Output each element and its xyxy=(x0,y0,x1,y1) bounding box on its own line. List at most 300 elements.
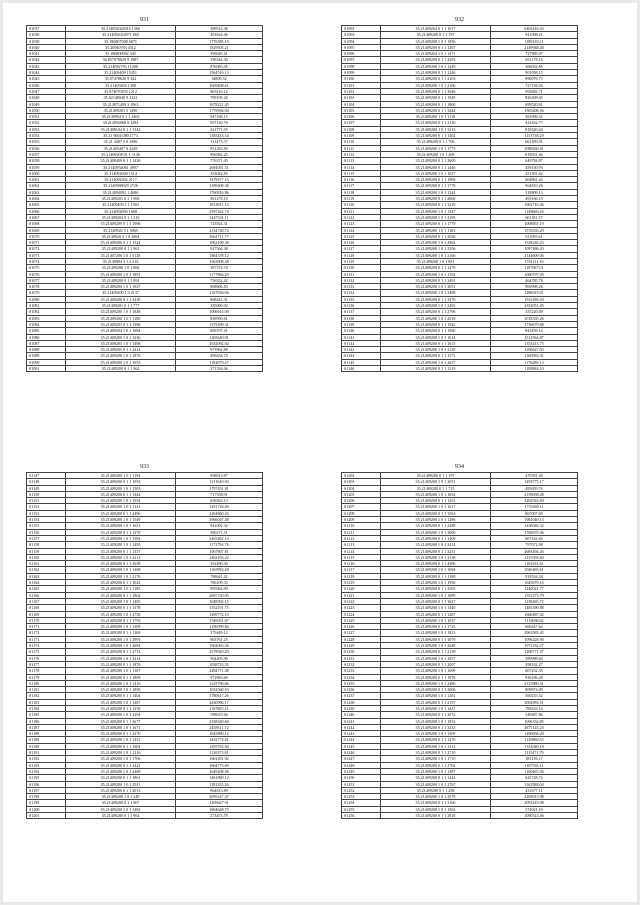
row-id-cell: S1123 xyxy=(342,221,381,227)
table-panel-933 xyxy=(26,462,263,819)
row-id-cell: S1139 xyxy=(342,321,381,327)
row-id-cell: S1255 xyxy=(342,806,381,812)
row-id-cell: S1192 xyxy=(27,756,66,762)
coordinate-cell: 35.21409200 0 1 1 2702 xyxy=(381,762,491,768)
row-id-cell: S1190 xyxy=(27,743,66,749)
row-id-cell: S1095 xyxy=(342,44,381,50)
row-id-cell: S1045 xyxy=(27,76,66,82)
value-cell: 2694051.51 xyxy=(176,164,263,170)
value-cell: 1162588.04 xyxy=(491,781,578,787)
value-cell: 963761.25 xyxy=(176,636,263,642)
coordinate-cell: 35.21409200 1 0 1 1281 xyxy=(381,693,491,699)
value-cell: 1461869.12 xyxy=(176,775,263,781)
coordinate-cell: 35.21409200 1 0 1 1416 xyxy=(66,680,176,686)
value-cell: 666447.64 xyxy=(491,624,578,630)
value-cell: 298162.27 xyxy=(491,661,578,667)
row-id-cell: S1195 xyxy=(27,775,66,781)
coordinate-cell: 35.21409200 1 0 1 3051 xyxy=(381,284,491,290)
coordinate-cell: 35.21409205 1 0 1 1498 xyxy=(66,340,176,346)
row-id-cell: S1130 xyxy=(342,265,381,271)
coordinate-cell: 35.21409200 0 1 1 1168 xyxy=(66,630,176,636)
value-cell: 868443.31 xyxy=(176,296,263,302)
value-cell: 1490656.20 xyxy=(491,731,578,737)
coordinate-cell: 35.21409200 0 1 1 1779 xyxy=(381,221,491,227)
row-id-cell: S1090 xyxy=(27,359,66,365)
row-id-cell: S1097 xyxy=(342,57,381,63)
coordinate-cell: 35.2140968929 2726 xyxy=(66,183,176,189)
coordinate-cell: 35.21409200 0 1 1 2072 xyxy=(381,712,491,718)
row-id-cell: S1043 xyxy=(27,63,66,69)
value-cell: 1097486.45 xyxy=(491,246,578,252)
row-id-cell: S1085 xyxy=(27,328,66,334)
row-id-cell: S1075 xyxy=(27,265,66,271)
row-id-cell: S1244 xyxy=(342,737,381,743)
coordinate-cell: 35.21409200 0 1 1 3677 xyxy=(66,718,176,724)
row-id-cell: S1083 xyxy=(27,315,66,321)
value-cell: 1038723.55 xyxy=(176,661,263,667)
row-id-cell: S1191 xyxy=(27,750,66,756)
row-id-cell: S1112 xyxy=(342,151,381,157)
value-cell: 2632092.02 xyxy=(176,340,263,346)
value-cell: 1018335.26 xyxy=(491,315,578,321)
coordinate-cell: 35.21409200 0 1 1 962 xyxy=(66,366,176,372)
value-cell: 1360963.31 xyxy=(491,353,578,359)
value-cell: 1048392.15 xyxy=(176,598,263,604)
row-id-cell: S1114 xyxy=(342,164,381,170)
coordinate-cell: 35.21409200 0 1 1 3444 xyxy=(381,107,491,113)
coordinate-cell: 35.21409205 0 1 1 2414 xyxy=(66,347,176,353)
row-id-cell: S1145 xyxy=(342,359,381,365)
value-cell: 1972182.27 xyxy=(491,643,578,649)
coordinate-cell: 35.21409200 0 1 1 2006 xyxy=(381,687,491,693)
row-id-cell: S1117 xyxy=(342,183,381,189)
row-id-cell: S1153 xyxy=(27,510,66,516)
coordinate-cell: 35.20940783 4512 xyxy=(66,44,176,50)
row-id-cell: S1124 xyxy=(342,227,381,233)
value-cell: 251391.62 xyxy=(491,170,578,176)
row-id-cell: S1055 xyxy=(27,139,66,145)
coordinate-cell: 35.21409200 1 0 1 1509 xyxy=(381,731,491,737)
document-page xyxy=(3,3,637,902)
value-cell: 607162.65 xyxy=(491,535,578,541)
table-row xyxy=(27,366,263,372)
row-id-cell: S1177 xyxy=(27,661,66,667)
data-table xyxy=(26,25,263,372)
row-id-cell: S1107 xyxy=(342,120,381,126)
row-id-cell: S1193 xyxy=(27,762,66,768)
value-cell: 1669408.61 xyxy=(176,82,263,88)
coordinate-cell: 35.21409200 1 0 1 1582 xyxy=(66,535,176,541)
coordinate-cell: 35.21409200 0 1 1 2918 xyxy=(381,813,491,819)
value-cell: 1645670.16 xyxy=(491,580,578,586)
coordinate-cell: 35.21409200 1 0 1 2758 xyxy=(66,611,176,617)
row-id-cell: S1115 xyxy=(342,170,381,176)
value-cell: 273473.79 xyxy=(176,813,263,819)
value-cell: 1546051.67 xyxy=(176,617,263,623)
coordinate-cell: 35.21409200 1 0 1 3113 xyxy=(381,126,491,132)
value-cell: 918534.34 xyxy=(491,573,578,579)
value-cell: 2458311.72 xyxy=(176,724,263,730)
value-cell: 819031.66 xyxy=(491,151,578,157)
coordinate-cell: 35.21409200 1 0 1 1956 xyxy=(381,38,491,44)
value-cell: 459150.93 xyxy=(491,164,578,170)
value-cell: 876083.05 xyxy=(176,63,263,69)
value-cell: 1060797.05 xyxy=(491,271,578,277)
value-cell: 2264860.43 xyxy=(176,510,263,516)
row-id-cell: S1082 xyxy=(27,309,66,315)
coordinate-cell: 35.21409200 1 0 1 1468 xyxy=(66,567,176,573)
row-id-cell: S1216 xyxy=(342,561,381,567)
row-id-cell: S1094 xyxy=(342,38,381,44)
row-id-cell: S1118 xyxy=(342,189,381,195)
row-id-cell: S1166 xyxy=(27,592,66,598)
value-cell: 1238465.72 xyxy=(491,598,578,604)
coordinate-cell: 35.21409200 0 1 1 1402 xyxy=(381,133,491,139)
row-id-cell: S1158 xyxy=(27,542,66,548)
value-cell: 1353413.75 xyxy=(491,340,578,346)
coordinate-cell: 35.21409200 0 1 1 1053 xyxy=(66,479,176,485)
row-id-cell: S1074 xyxy=(27,258,66,264)
coordinate-cell: 35.21409200 0 1 1 1725 xyxy=(381,624,491,630)
value-cell: 1181355.26 xyxy=(176,781,263,787)
row-id-cell: S1138 xyxy=(342,315,381,321)
row-id-cell: S1135 xyxy=(342,296,381,302)
coordinate-cell: 35.21409200 1 0 1 1891 xyxy=(66,271,176,277)
row-id-cell: S1047 xyxy=(27,88,66,94)
value-cell: 1902716.46 xyxy=(491,202,578,208)
row-id-cell: S1059 xyxy=(27,164,66,170)
coordinate-cell: 34.857678029 9 1987 xyxy=(66,57,176,63)
coordinate-cell: 35.21409200 0 1 1 1809 xyxy=(66,674,176,680)
value-cell: 996976.75 xyxy=(491,76,578,82)
coordinate-cell: 35.21409200 0 1 1 1976 xyxy=(381,674,491,680)
value-cell: 1797451.81 xyxy=(176,485,263,491)
coordinate-cell: 35.21409200 0 1 1 258 xyxy=(381,787,491,793)
coordinate-cell: 35.21409200 0 1 1 2288 xyxy=(381,523,491,529)
value-cell: 809197.41 xyxy=(176,328,263,334)
coordinate-cell: 35.21409200 1 0 1 1614 xyxy=(381,334,491,340)
table-panel-934 xyxy=(341,462,578,819)
value-cell: 6403410.43 xyxy=(491,26,578,32)
row-id-cell: S1240 xyxy=(342,712,381,718)
row-id-cell: S1221 xyxy=(342,592,381,598)
coordinate-cell: 35.21 9604 089 1773 xyxy=(66,133,176,139)
value-cell: 1493775.17 xyxy=(491,479,578,485)
row-id-cell: S1102 xyxy=(342,88,381,94)
row-id-cell: S1046 xyxy=(27,82,66,88)
value-cell: 1736679.88 xyxy=(491,321,578,327)
row-id-cell: S1081 xyxy=(27,303,66,309)
row-id-cell: S1228 xyxy=(342,636,381,642)
coordinate-cell: 35.21409200 0 1 1 706 xyxy=(381,139,491,145)
row-id-cell: S1217 xyxy=(342,567,381,573)
row-id-cell: S1168 xyxy=(27,605,66,611)
row-id-cell: S1218 xyxy=(342,573,381,579)
row-id-cell: S1236 xyxy=(342,687,381,693)
row-id-cell: S1103 xyxy=(342,95,381,101)
row-id-cell: S1067 xyxy=(27,214,66,220)
value-cell: 2149948.48 xyxy=(491,44,578,50)
value-cell: 727194.04 xyxy=(491,82,578,88)
row-id-cell: S1200 xyxy=(27,806,66,812)
coordinate-cell: 35.21409206 1 0 1 866 xyxy=(66,265,176,271)
table-panel-931 xyxy=(26,15,263,372)
coordinate-cell: 35.21409200 0 1 1 1802 xyxy=(66,592,176,598)
data-table xyxy=(341,472,578,819)
coordinate-cell: 35.21409200 1 0 1 2657 xyxy=(381,359,491,365)
value-cell: 196344.30 xyxy=(176,57,263,63)
value-cell: 964810.26 xyxy=(491,183,578,189)
coordinate-cell: 35.21409204 1308 xyxy=(66,82,176,88)
coordinate-cell: 35.21409200 0 1 1 3231 xyxy=(381,548,491,554)
coordinate-cell: 35.21409200 1 0 1 1440 xyxy=(381,605,491,611)
row-id-cell: S1196 xyxy=(27,781,66,787)
row-id-cell: S1152 xyxy=(27,504,66,510)
value-cell: 2004983.51 xyxy=(491,699,578,705)
coordinate-cell: 35.21409200 0 1 1 2013 xyxy=(66,787,176,793)
value-cell: 491624.46 xyxy=(176,32,263,38)
panel-title: 931 xyxy=(140,17,149,23)
coordinate-cell: 35.21409200 0 1 1 1404 xyxy=(66,693,176,699)
value-cell: 843459.14 xyxy=(491,328,578,334)
value-cell: 1115696.62 xyxy=(491,617,578,623)
coordinate-cell: 35.21409200 1 0 1 3498 xyxy=(381,290,491,296)
coordinate-cell: 35.21409200 0 1 1 1444 xyxy=(66,491,176,497)
coordinate-cell: 35.21409200 0 1 1 1793 xyxy=(66,617,176,623)
coordinate-cell: 35.21409200 1 0 1 1857 xyxy=(381,655,491,661)
coordinate-cell: 35.874070293 1212 xyxy=(66,88,176,94)
value-cell: 1864648.75 xyxy=(176,806,263,812)
coordinate-cell: 35.21409200 1 0 1 1053 xyxy=(66,359,176,365)
coordinate-cell: 35.21409200 0 1 1 3233 xyxy=(381,724,491,730)
row-id-cell: S1137 xyxy=(342,309,381,315)
value-cell: 1563908.58 xyxy=(176,258,263,264)
row-id-cell: S1076 xyxy=(27,271,66,277)
coordinate-cell: 35.21409200 0 1 1 907 xyxy=(66,800,176,806)
value-cell: 1108984.10 xyxy=(491,366,578,372)
row-id-cell: S1201 xyxy=(27,813,66,819)
value-cell: 1096228.90 xyxy=(491,636,578,642)
row-id-cell: S1125 xyxy=(342,233,381,239)
coordinate-cell: 35.21409200 1 0 2137 xyxy=(66,290,176,296)
coordinate-cell: 35.2140904 0 1 1 1463 xyxy=(66,114,176,120)
coordinate-cell: 35.21409201 5 1490 xyxy=(66,107,176,113)
row-id-cell: S1230 xyxy=(342,649,381,655)
coordinate-cell: 35.214071409 3 1063 xyxy=(66,101,176,107)
value-cell: 1565406.56 xyxy=(491,107,578,113)
coordinate-cell: 35.21408409 0 1 1 1436 xyxy=(66,158,176,164)
row-id-cell: S1120 xyxy=(342,202,381,208)
value-cell: 1088460.81 xyxy=(491,145,578,151)
coordinate-cell: 35.214094092 1 4686 xyxy=(66,189,176,195)
value-cell: 2352051.45 xyxy=(491,303,578,309)
coordinate-cell: 35.21409200 1 0 1 1123 xyxy=(66,504,176,510)
row-id-cell: S1079 xyxy=(27,290,66,296)
panel-title: 932 xyxy=(455,17,464,23)
row-id-cell: S1126 xyxy=(342,240,381,246)
value-cell: 809974.09 xyxy=(491,687,578,693)
row-id-cell: S1051 xyxy=(27,114,66,120)
coordinate-cell: 35.21409200 1 0 1 1309 xyxy=(66,624,176,630)
value-cell: 1296999.66 xyxy=(176,624,263,630)
value-cell: 2159058.48 xyxy=(491,491,578,497)
row-id-cell: S1167 xyxy=(27,598,66,604)
coordinate-cell: 35.21409200 0 1 1 1278 xyxy=(66,529,176,535)
row-id-cell: S1064 xyxy=(27,196,66,202)
coordinate-cell: 35.214092032 2117 xyxy=(66,177,176,183)
coordinate-cell: 35.21409200 1 0 1 269 xyxy=(381,151,491,157)
value-cell: 788619.66 xyxy=(176,712,263,718)
row-id-cell: S1256 xyxy=(342,813,381,819)
row-id-cell: S1084 xyxy=(27,321,66,327)
row-id-cell: S1048 xyxy=(27,95,66,101)
coordinate-cell: 35.21409200 0 1 1 1479 xyxy=(381,265,491,271)
row-id-cell: S1049 xyxy=(27,101,66,107)
value-cell: 3875143.23 xyxy=(491,724,578,730)
row-id-cell: S1239 xyxy=(342,705,381,711)
coordinate-cell: 35.21409200 1 0 1 1037 xyxy=(381,617,491,623)
row-id-cell: S1186 xyxy=(27,718,66,724)
panel-title: 933 xyxy=(140,464,149,470)
row-id-cell: S1131 xyxy=(342,271,381,277)
value-cell: 826308.45 xyxy=(491,95,578,101)
coordinate-cell: 35.21409200 0 1 1 961 xyxy=(66,246,176,252)
row-id-cell: S1219 xyxy=(342,580,381,586)
row-id-cell: S1127 xyxy=(342,246,381,252)
value-cell: 957126.76 xyxy=(176,120,263,126)
value-cell: 1483390.88 xyxy=(491,605,578,611)
coordinate-cell: 35.21409200 0 1 1 1239 xyxy=(66,705,176,711)
value-cell: 1189139.21 xyxy=(491,38,578,44)
row-id-cell: S1187 xyxy=(27,724,66,730)
coordinate-cell: 35.21409200 1 0 1 1236 xyxy=(66,334,176,340)
value-cell: 604861.42 xyxy=(491,177,578,183)
coordinate-cell: 35.186800982 345 xyxy=(66,51,176,57)
value-cell: 656563.13 xyxy=(176,498,263,504)
coordinate-cell: 35.21409200 0 1 1 197 xyxy=(381,473,491,479)
coordinate-cell: 35.21409200 1 0 1 2964 xyxy=(381,240,491,246)
row-id-cell: S1141 xyxy=(342,334,381,340)
coordinate-cell: 35.21409200 1 0 1 2213 xyxy=(66,554,176,560)
value-cell: 723924.31 xyxy=(176,221,263,227)
coordinate-cell: 35.214082793 11408 xyxy=(66,63,176,69)
coordinate-cell: 35.21409200 1 0 1 1344 xyxy=(381,189,491,195)
table-row xyxy=(27,813,263,819)
coordinate-cell: 35.21409204 1 0 1 1684 xyxy=(66,328,176,334)
value-cell: 995064.09 xyxy=(176,586,263,592)
row-id-cell: S1150 xyxy=(27,491,66,497)
coordinate-cell: 35.21409200 0 1 1 2710 xyxy=(381,750,491,756)
coordinate-cell: 35.21409200 0 1 1 1409 xyxy=(381,535,491,541)
panel-title: 934 xyxy=(455,464,464,470)
table-row xyxy=(342,813,578,819)
row-id-cell: S1246 xyxy=(342,750,381,756)
coordinate-cell: 35.21409200 1 0 1 1451 xyxy=(66,737,176,743)
row-id-cell: S1243 xyxy=(342,731,381,737)
coordinate-cell: 35.21409200 0 1 1 1627 xyxy=(381,598,491,604)
value-cell: 1661491.92 xyxy=(176,756,263,762)
coordinate-cell: 35.21409200 1 0 1 2694 xyxy=(66,643,176,649)
row-id-cell: S1154 xyxy=(27,517,66,523)
value-cell: 625728.72 xyxy=(491,775,578,781)
value-cell: 389512.36 xyxy=(176,26,263,32)
value-cell: 1182079.47 xyxy=(176,359,263,365)
row-id-cell: S1116 xyxy=(342,177,381,183)
coordinate-cell: 35.07478620 9 342 xyxy=(66,76,176,82)
row-id-cell: S1214 xyxy=(342,548,381,554)
coordinate-cell: 35.21409204 0 1 1 219 xyxy=(66,214,176,220)
coordinate-cell: 35.21409200 0 1 1 2197 xyxy=(381,699,491,705)
row-id-cell: S1162 xyxy=(27,567,66,573)
row-id-cell: S1184 xyxy=(27,705,66,711)
row-id-cell: S1213 xyxy=(342,542,381,548)
value-cell: 1331040.18 xyxy=(491,743,578,749)
value-cell: 1185433.34 xyxy=(176,133,263,139)
row-id-cell: S1155 xyxy=(27,523,66,529)
coordinate-cell: 35.21409200 1 0 1 1180 xyxy=(66,315,176,321)
row-id-cell: S1119 xyxy=(342,196,381,202)
value-cell: 1291726.20 xyxy=(176,504,263,510)
value-cell: 973962.88 xyxy=(176,347,263,353)
row-id-cell: S1211 xyxy=(342,529,381,535)
coordinate-cell: 35.21409200 0 1 1 1876 xyxy=(66,661,176,667)
coordinate-cell: 35.21409200 1 0 1 2648 xyxy=(381,643,491,649)
coordinate-cell: 35.21409200 0 1 1 1906 xyxy=(381,177,491,183)
coordinate-cell: 35.21409200 0 1 1 1319 xyxy=(381,366,491,372)
value-cell: 1215593.60 xyxy=(491,554,578,560)
value-cell: 1678221.45 xyxy=(176,101,263,107)
row-id-cell: S1220 xyxy=(342,586,381,592)
row-id-cell: S1088 xyxy=(27,347,66,353)
coordinate-cell: 35.21409200 0 1 1 2130 xyxy=(381,120,491,126)
value-cell: 1755260.11 xyxy=(491,504,578,510)
coordinate-cell: 35.21409200 0 1 1 1246 xyxy=(381,70,491,76)
row-id-cell: S1209 xyxy=(342,517,381,523)
row-id-cell: S1238 xyxy=(342,699,381,705)
row-id-cell: S1185 xyxy=(27,712,66,718)
row-id-cell: S1058 xyxy=(27,158,66,164)
row-id-cell: S1161 xyxy=(27,561,66,567)
row-id-cell: S1179 xyxy=(27,674,66,680)
coordinate-cell: 35.21409200 1 0 1 1848 xyxy=(66,309,176,315)
coordinate-cell: 35.21409200 0 1 1 2422 xyxy=(66,762,176,768)
row-id-cell: S1172 xyxy=(27,630,66,636)
value-cell: 1499774.10 xyxy=(176,611,263,617)
value-cell: 1921186.30 xyxy=(491,296,578,302)
row-id-cell: S1093 xyxy=(342,32,381,38)
row-id-cell: S1073 xyxy=(27,252,66,258)
value-cell: 470391.40 xyxy=(491,473,578,479)
value-cell: 355220.09 xyxy=(491,309,578,315)
coordinate-cell: 35.2140954061 4997 xyxy=(66,164,176,170)
table-panel-932 xyxy=(341,15,578,372)
row-id-cell: S1254 xyxy=(342,800,381,806)
coordinate-cell: 35.21409200 0 1 1 2036 xyxy=(381,233,491,239)
coordinate-cell: 35.2140904 3 1 2 218 xyxy=(66,258,176,264)
coordinate-cell: 35.21409200 1 0 1 1495 xyxy=(66,542,176,548)
coordinate-cell: 35.21409200 1 0 1 1167 xyxy=(66,668,176,674)
value-cell: 839950.61 xyxy=(176,315,263,321)
row-id-cell: S1198 xyxy=(27,794,66,800)
value-cell: 496434.75 xyxy=(176,353,263,359)
row-id-cell: S1183 xyxy=(27,699,66,705)
value-cell: 969998.26 xyxy=(491,284,578,290)
row-id-cell: S1249 xyxy=(342,768,381,774)
value-cell: 422432.77 xyxy=(491,120,578,126)
row-id-cell: S1080 xyxy=(27,296,66,302)
coordinate-cell: 35.21409200 1 0 1 2911 xyxy=(66,781,176,787)
row-id-cell: S1099 xyxy=(342,70,381,76)
